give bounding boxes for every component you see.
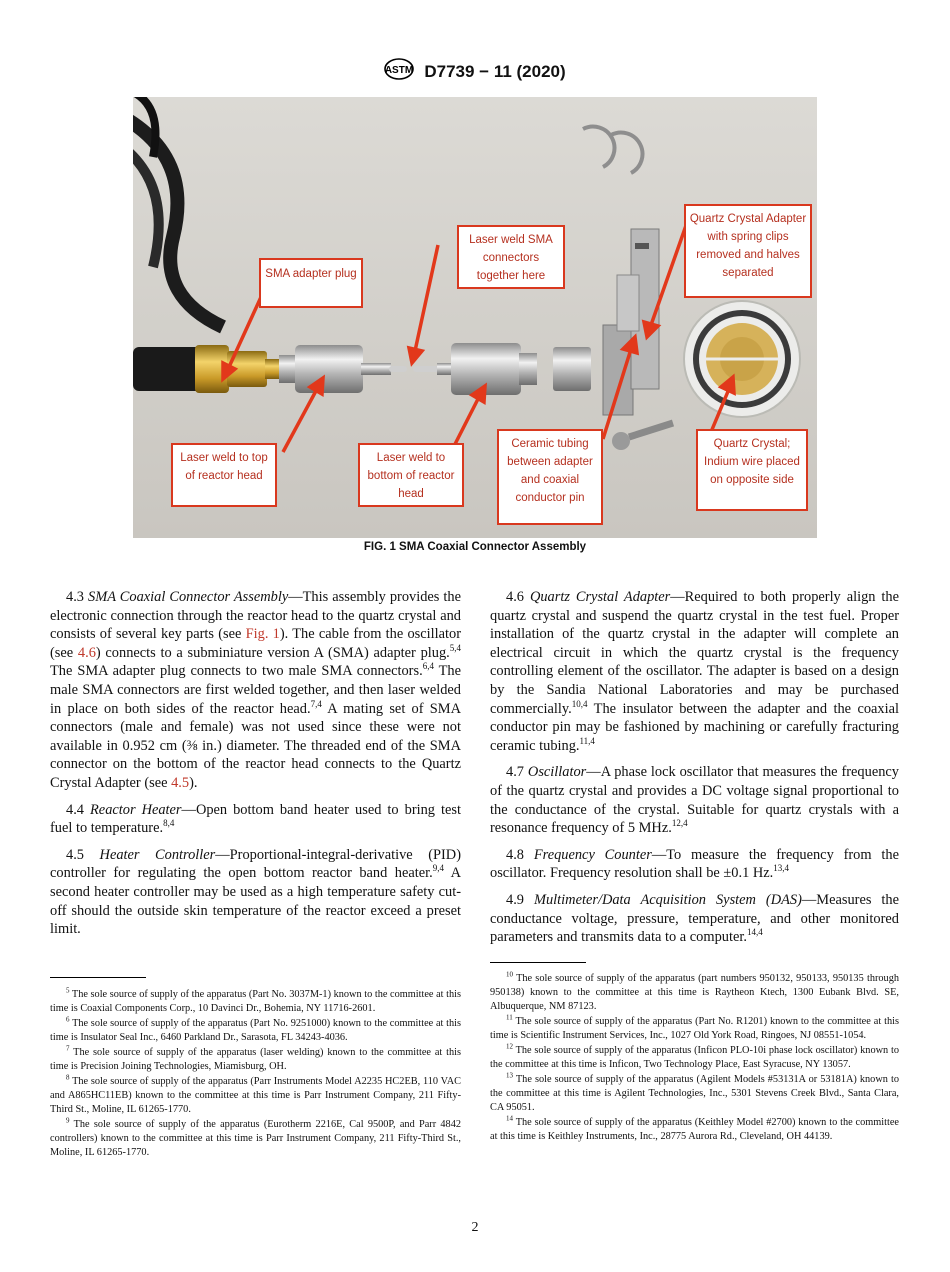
- callout-sma-adapter-plug: SMA adapter plug: [259, 258, 363, 308]
- svg-text:ASTM: ASTM: [385, 65, 414, 76]
- fig-1-link[interactable]: Fig. 1: [245, 626, 280, 643]
- callout-quartz-crystal: Quartz Crystal; Indium wire placed on opposite side: [696, 429, 808, 511]
- callout-laser-weld-bottom: Laser weld to bottom of reactor head: [358, 443, 464, 507]
- figure-photo: [133, 97, 817, 538]
- section-4-8: 4.8 Frequency Counter—To measure the frequency from the oscillator. Frequency resolution shall be ±0.1 Hz.$^{13,4}$: [490, 846, 899, 882]
- section-4-4: 4.4 Reactor Heater—Open bottom band heater used to bring test fuel to temperature.$^{8,4}$: [50, 801, 461, 837]
- section-title: Frequency Counter: [533, 846, 652, 863]
- left-column: [50, 588, 461, 947]
- section-title: Multimeter/Data Acquisition System (DAS): [534, 891, 802, 908]
- figure-caption: FIG. 1 SMA Coaxial Connector Assembly: [363, 541, 587, 553]
- footnotes-right: [490, 972, 899, 1145]
- section-4-3: 4.3 SMA Coaxial Connector Assembly—This assembly provides the electronic connection through the reactor head to the quartz crystal and consists of several key parts (see Fig. 1). The cable from the oscillator (see 4.6) connects to a subminiature version A (SMA) adapter plug.$^{5,4}$ The SMA adapter plug connects to two male SMA connectors.$^{6,4}$ The male SMA connectors are first welded together, and then laser welded in place on both sides of the reactor head.$^{7,4}$ A mating set of SMA connectors (male and female) was not used since these were not available in 0.952 cm (⅜ in.) diameter. The threaded end of the SMA connector on the bottom of the reactor head connects to the Quartz Crystal Adapter (see 4.5).: [50, 589, 462, 791]
- page-header: [0, 58, 950, 85]
- callout-ceramic-tubing: Ceramic tubing between adapter and coaxial conductor pin: [497, 429, 603, 525]
- footnotes-left: [50, 988, 461, 1161]
- footnote: $^6$ The sole source of supply of the apparatus (Part No. 9251000) known to the committee at this time is Insulator Seal Inc., 6460 Parkland Dr., Sarasota, FL 34243-4036.: [50, 1015, 461, 1043]
- footnote-rule-left: [50, 977, 146, 978]
- section-title: SMA Coaxial Connector Assembly: [88, 589, 289, 605]
- footnote: $^8$ The sole source of supply of the apparatus (Parr Instruments Model A2235 HC2EB, 110 VAC and A865HC11EB) known to the committee at this time is Parr Instrument Company, 211 Fifty-Third St., Moline, IL 61265-1770.: [50, 1073, 461, 1115]
- section-title: Quartz Crystal Adapter: [529, 589, 671, 605]
- footnote: $^5$ The sole source of supply of the apparatus (Part No. 3037M-1) known to the committee at this time is Coaxial Components Corp., 10 Davinci Dr., Bohemia, NY 11716-2601.: [50, 986, 461, 1014]
- section-4-9: 4.9 Multimeter/Data Acquisition System (DAS)—Measures the conductance voltage, pressure, temperature, and other monitored parameters and transmits data to a computer.$^{14,4}$: [490, 891, 900, 946]
- section-4-5-link[interactable]: 4.5: [171, 774, 190, 791]
- page-number: 2: [471, 1220, 479, 1235]
- astm-logo-icon: [384, 58, 414, 85]
- section-4-5: 4.5 Heater Controller—Proportional-integral-derivative (PID) controller for regulating the open bottom reactor band heater.$^{9,4}$ A second heater controller may be used as a high temperature safety cut-off should the outside skin temperature of the reactor exceed a preset limit.: [50, 846, 461, 938]
- footnote: $^{14}$ The sole source of supply of the apparatus (Keithley Model #2700) known to the committee at this time is Keithley Instruments, Inc., 28775 Aurora Rd., Cleveland, OH 44139.: [490, 1114, 899, 1142]
- section-4-6-link[interactable]: 4.6: [77, 644, 96, 661]
- right-column: [490, 588, 899, 955]
- section-4-6: 4.6 Quartz Crystal Adapter—Required to both properly align the quartz crystal and suspend the quartz crystal in the test fuel. Proper installation of the quartz crystal in the adapter will complete an electrical circuit in which the quartz crystal is the frequency controlling element of the oscillator. The adapter is based on a design by the Sandia National Laboratories and may be purchased commercially.$^{10,4}$ The insulator between the adapter and the coaxial conductor pin may be fashioned by machining or carefully fracturing ceramic tubing.$^{11,4}$: [490, 589, 899, 754]
- footnote: $^{10}$ The sole source of supply of the apparatus (part numbers 950132, 950133, 950135 through 950138) known to the committee at this time is Raytheon Ktech, 1300 Eubank Blvd. SE, Albuquerque, NM 87123.: [490, 970, 899, 1012]
- section-4-7: 4.7 Oscillator—A phase lock oscillator that measures the frequency of the quartz crystal and provides a DC voltage signal proportional to the conductance of the crystal. Suitable for quartz crystals with a resonance frequency of 5 MHz.$^{12,4}$: [490, 764, 899, 837]
- footnote: $^7$ The sole source of supply of the apparatus (laser welding) known to the committee at this time is Precision Joining Technologies, Miamisburg, OH.: [50, 1044, 461, 1072]
- footnote: $^{11}$ The sole source of supply of the apparatus (Part No. R1201) known to the committee at this time is Scientific Instrument Services, Inc., 1027 Old York Road, Ringoes, NJ 08551-1054.: [490, 1013, 899, 1041]
- footnote-rule-right: [490, 962, 586, 963]
- standard-designation: D7739 − 11 (2020): [424, 61, 566, 81]
- section-title: Oscillator: [527, 764, 587, 781]
- footnote: $^{12}$ The sole source of supply of the apparatus (Inficon PLO-10i phase lock oscillator) known to the committee at this time is Inficon, Two Technology Place, East Syracuse, NY 13057.: [490, 1042, 899, 1070]
- section-title: Heater Controller: [99, 846, 216, 863]
- callout-laser-weld-sma: Laser weld SMA connectors together here: [457, 225, 565, 289]
- footnote: $^9$ The sole source of supply of the apparatus (Eurotherm 2216E, Cal 9500P, and Parr 4842 controllers) known to the committee at this time is Parr Instrument Company, 211 Fifty-Third St., Moline, IL 61265-1770.: [50, 1116, 462, 1158]
- callout-quartz-crystal-adapter: Quartz Crystal Adapter with spring clips removed and halves separated: [684, 204, 812, 298]
- section-title: Reactor Heater: [90, 801, 182, 818]
- footnote: $^{13}$ The sole source of supply of the apparatus (Agilent Models #53131A or 53181A) known to the committee at this time is Agilent Technologies, Inc., 5301 Stevens Creek Blvd., Santa Clara, CA 95051.: [490, 1071, 899, 1113]
- callout-laser-weld-top: Laser weld to top of reactor head: [171, 443, 277, 507]
